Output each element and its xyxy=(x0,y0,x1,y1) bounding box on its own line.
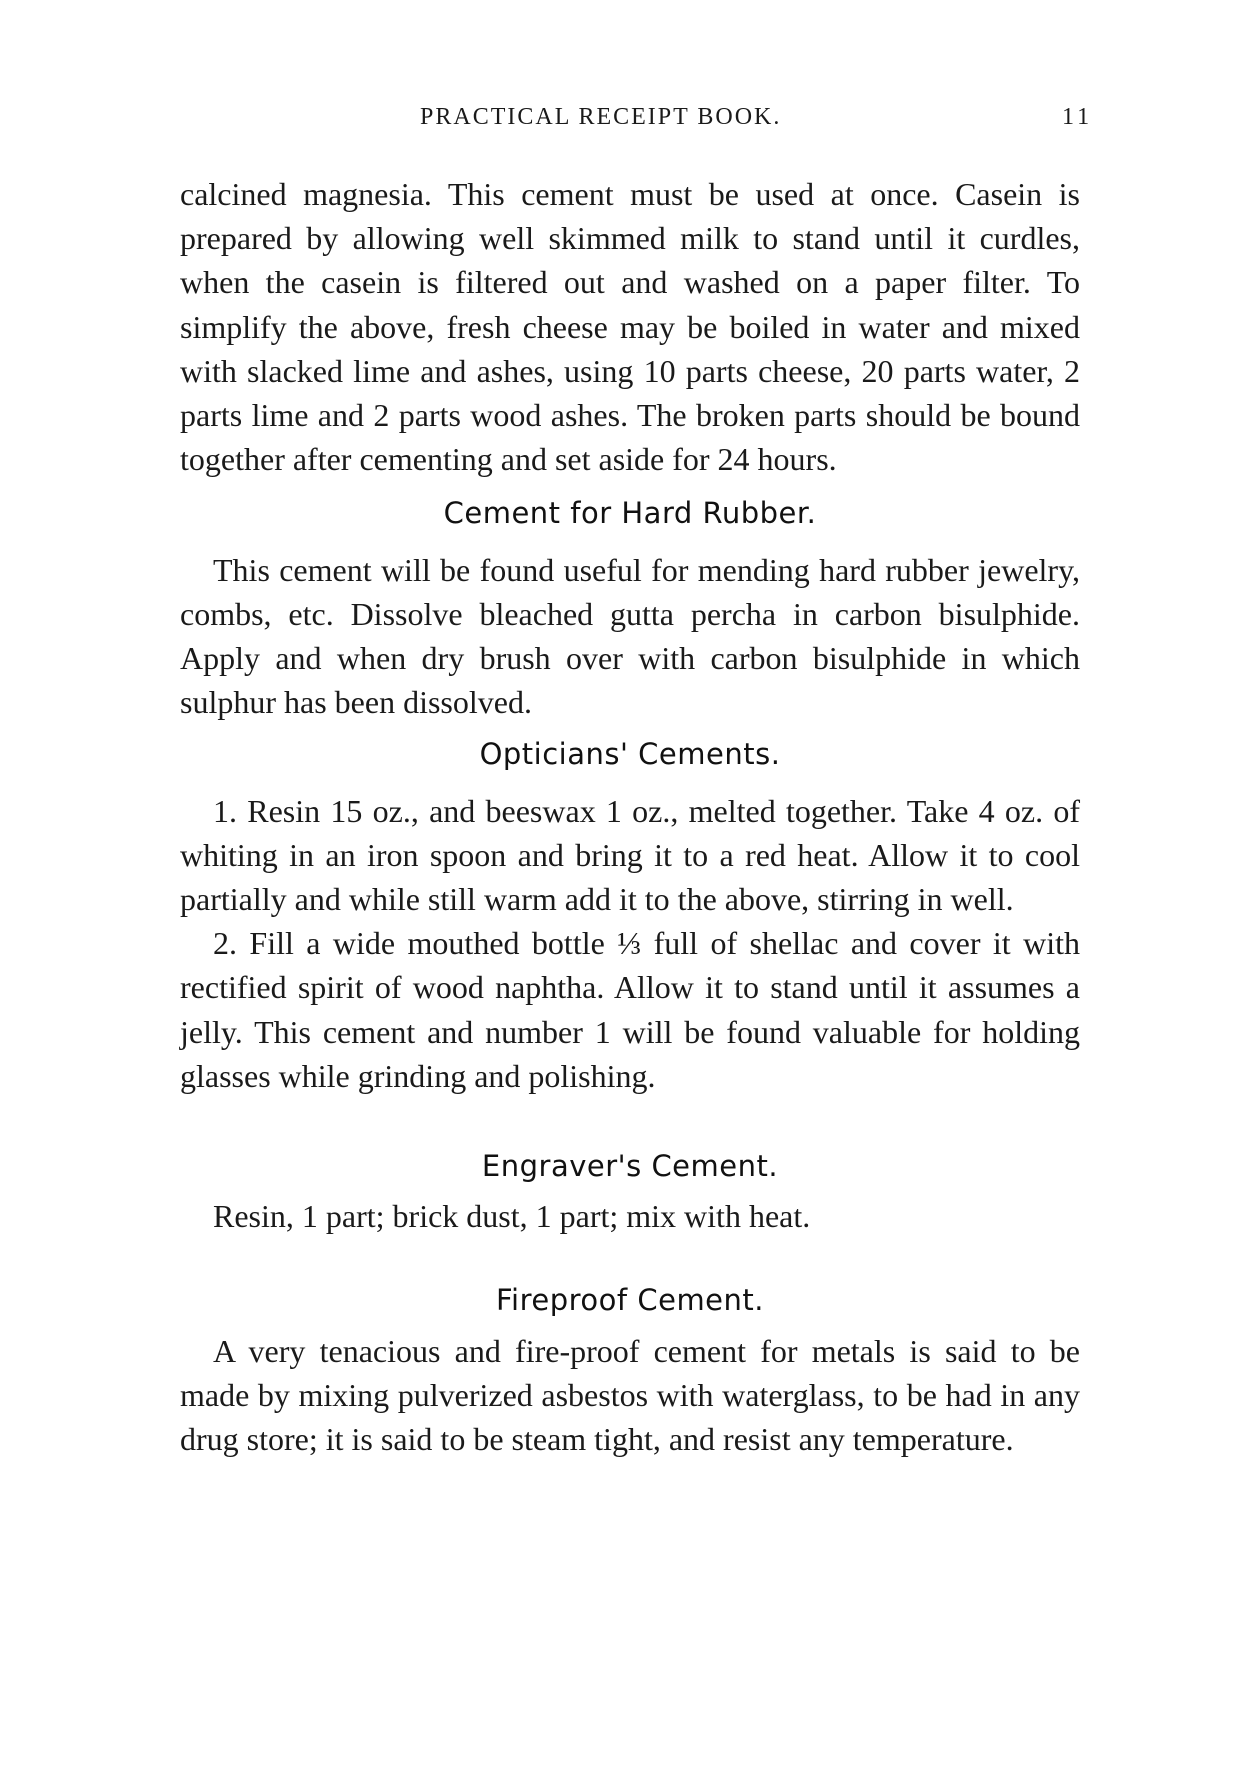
text-column xyxy=(180,172,1080,1461)
paragraph-fireproof-cement: A very tenacious and fire-proof cement for metals is said to be made by mixing pulverized asbestos with waterglass, to be had in any drug store; it is said to be steam tight, and resist any temperature. xyxy=(180,1332,1080,1458)
paragraph-opticians-recipe-1: 1. Resin 15 oz., and beeswax 1 oz., melted together. Take 4 oz. of whiting in an iron spoon and bring it to a red heat. Allow it to cool partially and while still warm add it to the above, stirring in well. xyxy=(180,792,1080,918)
heading-engravers-cement: Engraver's Cement. xyxy=(481,1149,779,1184)
paragraph-casein-continued: calcined magnesia. This cement must be used at once. Casein is prepared by allowing well skimmed milk to stand until it curdles, when the casein is filtered out and washed on a paper filter. To simplify the above, fresh cheese may be boiled in water and mixed with slacked lime and ashes, using 10 parts cheese, 20 parts water, 2 parts lime and 2 parts wood ashes. The broken parts should be bound together after cementing and set aside for 24 hours. xyxy=(180,176,1080,478)
heading-hard-rubber-cement: Cement for Hard Rubber. xyxy=(443,496,817,531)
heading-fireproof-cement: Fireproof Cement. xyxy=(495,1283,764,1318)
running-title: PRACTICAL RECEIPT BOOK. xyxy=(420,104,782,130)
page-number: 11 xyxy=(1062,104,1094,130)
paragraph-opticians-recipe-2: 2. Fill a wide mouthed bottle ⅓ full of shellac and cover it with rectified spirit of wood naphtha. Allow it to stand until it assumes a jelly. This cement and number 1 will be found valuable for holding glasses while grinding and polishing. xyxy=(180,925,1080,1094)
heading-opticians-cements: Opticians' Cements. xyxy=(479,737,781,772)
paragraph-hard-rubber-cement: This cement will be found useful for mending hard rubber jewelry, combs, etc. Dissolve bleached gutta percha in carbon bisulphide. Apply and when dry brush over with carbon bisulphide in which sulphur has been dissolved. xyxy=(180,551,1080,721)
paragraph-engravers-cement: Resin, 1 part; brick dust, 1 part; mix with heat. xyxy=(213,1198,811,1235)
